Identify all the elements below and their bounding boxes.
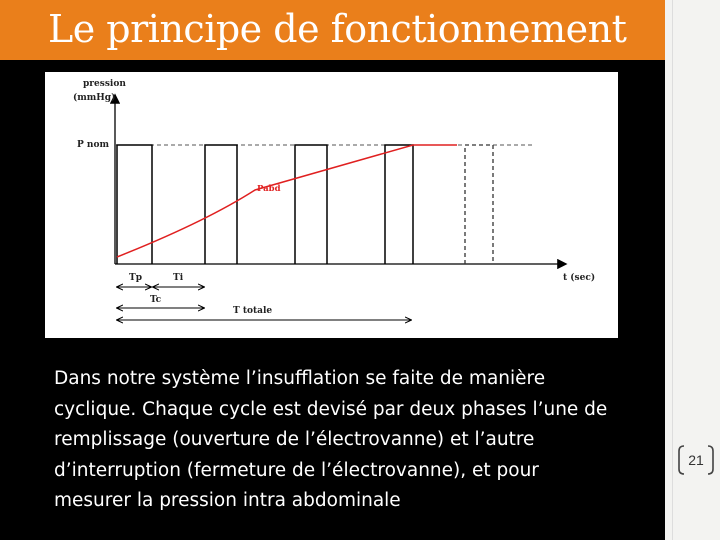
slide-title: Le principe de fonctionnement [48,7,627,51]
page-number: 21 [688,452,704,468]
cycle-pulse-5-dashed [465,145,493,264]
page-number-badge [676,440,716,480]
p-nom-label: P nom [77,140,109,150]
x-axis-label: t (sec) [563,273,596,283]
y-axis-label-1: pression [83,79,126,89]
title-bar [0,0,665,60]
side-panel-divider [672,0,673,540]
ti-label: Ti [173,273,184,283]
body-paragraph: Dans notre système l’insufflation se faite de manière cyclique. Chaque cycle est devisé par deux phases l’une de remplissage (ouverture de l’électrovanne) et l’autre d’interruption (fermeture de l’électrovanne), et pour mesurer la pression intra abdominale [54,368,608,511]
pressure-diagram-svg [45,72,618,338]
cycle-pulse-1 [117,145,152,264]
t-totale-label: T totale [233,306,273,316]
pressure-diagram [45,72,618,338]
pabd-label: Pabd [257,184,281,194]
cycle-pulse-3 [295,145,327,264]
slide-body-text [54,364,614,517]
cycle-pulse-4 [385,145,413,264]
tc-label: Tc [150,295,162,305]
y-axis-label-2: (mmHg) [73,93,116,103]
tp-label: Tp [129,273,142,283]
pabd-curve [117,145,457,257]
